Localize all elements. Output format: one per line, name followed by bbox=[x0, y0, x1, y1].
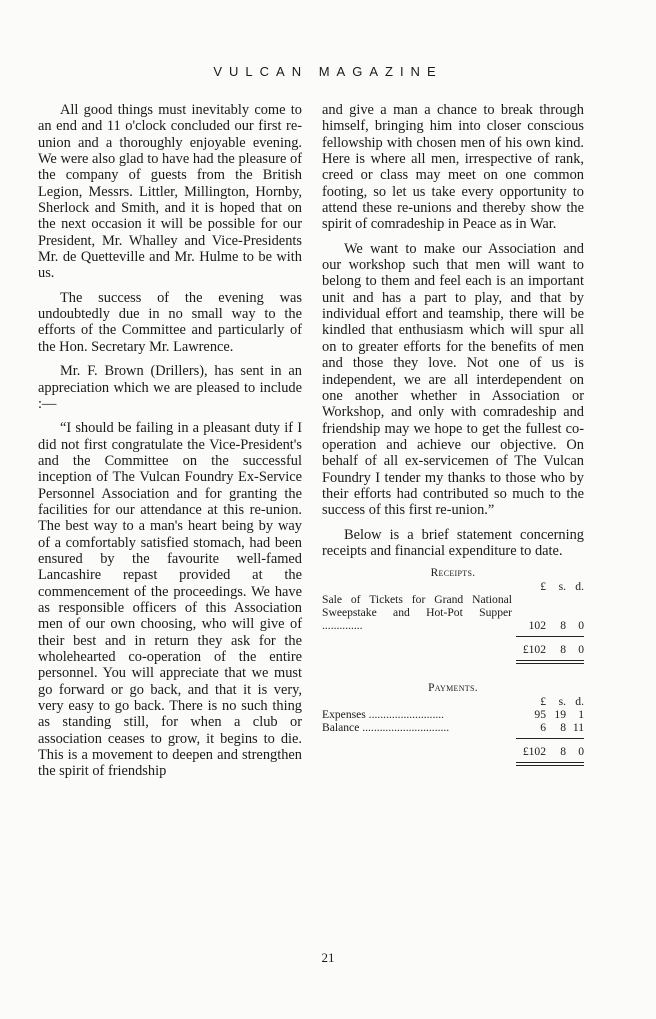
divider bbox=[322, 636, 584, 637]
page-number: 21 bbox=[321, 950, 335, 965]
receipts-heading: Receipts. bbox=[430, 567, 476, 580]
receipt-row bbox=[322, 593, 584, 632]
right-column bbox=[322, 102, 584, 766]
double-divider bbox=[322, 762, 584, 766]
payment-shillings: 19 bbox=[554, 708, 566, 722]
paragraph: All good things must inevitably come to an end and 11 o'clock concluded our first re-union and a thoroughly enjoyable evening. We were also glad to have had the pleasure of the company of guests from the British Legion, Messrs. Littler, Millington, Hornby, Sherlock and Smith, and it is hoped that on the next occasion it will be possible for our President, Mr. Whalley and Vice-Presidents Mr. de Quetteville and Mr. Hulme to be with us. bbox=[38, 102, 302, 282]
payment-pence: 11 bbox=[572, 721, 584, 735]
payment-description: Expenses .......................... bbox=[322, 708, 445, 722]
paragraph: We want to make our Association and our workshop such that men will want to belong to them and feel each is an important unit and has a part to play, and that by individual effort and teamship, there will be kindled that enthusiasm which will spur all on to greater efforts for the benefits of men and those they love. Not one of us is independent, we are all interdependent on one another whether in Association or Workshop, and only with comradeship and friendship may we hope to get the fullest co-operation and achieve our objective. On behalf of all ex-servicemen of The Vulcan Foundry I tender my thanks to those who by their efforts had contributed so much to the success of this first re-union.” bbox=[322, 240, 584, 519]
currency-header-row bbox=[322, 580, 584, 593]
payments-total-shillings: 8 bbox=[560, 745, 566, 759]
receipts-total-row bbox=[322, 643, 584, 656]
payment-shillings: 8 bbox=[560, 721, 566, 735]
double-divider bbox=[322, 660, 584, 664]
divider bbox=[322, 738, 584, 739]
shillings-header: s. bbox=[558, 695, 566, 709]
paragraph: The success of the evening was undoubtedly due in no small way to the efforts of the Committee and particularly of the Hon. Secretary Mr. Lawrence. bbox=[38, 289, 302, 355]
receipt-description: Sale of Tickets for Grand National Sweepstake and Hot-Pot Supper .............. bbox=[322, 593, 512, 633]
payments-total-row bbox=[322, 745, 584, 758]
page-header: VULCAN MAGAZINE bbox=[213, 64, 443, 79]
pounds-header: £ bbox=[540, 580, 546, 594]
paragraph: and give a man a chance to break through himself, bringing him into closer conscious fellowship with chosen men of his own kind. Here is where all men, irrespective of rank, creed or class may meet on one common footing, so let us take every opportunity to attend these re-unions and thereby show the spirit of comradeship in Peace as in War. bbox=[322, 102, 584, 233]
payment-pence: 1 bbox=[578, 708, 584, 722]
pence-header: d. bbox=[575, 695, 584, 709]
receipts-total-pence: 0 bbox=[578, 643, 584, 657]
paragraph: Below is a brief statement concerning receipts and financial expenditure to date. bbox=[322, 526, 584, 559]
paragraph: “I should be failing in a pleasant duty if I did not first congratulate the Vice-President's and the Committee on the successful inception of The Vulcan Foundry Ex-Service Personnel Association and for granting the facilities for our attendance at this re-union. The best way to a man's heart being by way of a comfortably satisfied stomach, had been ensured by the favourite well-famed Lancashire repast provided at the commencement of the proceedings. We have as responsible officers of this Association men of our own choosing, who will give of their best and in return they ask for the wholehearted co-operation of the entire personnel. You will appreciate that we must go forward or go back, and that it is very, very easy to go back. There is no such thing as standing still, for when a club or association ceases to grow, it begins to die. This is a movement to deepen and strengthen the spirit of friendship bbox=[38, 420, 302, 780]
payments-heading: Payments. bbox=[428, 682, 478, 695]
receipt-pence: 0 bbox=[578, 619, 584, 633]
payment-pounds: 95 bbox=[534, 708, 546, 722]
receipts-total-pounds: £102 bbox=[522, 643, 546, 657]
payment-description: Balance .............................. bbox=[322, 721, 450, 735]
receipts-total-shillings: 8 bbox=[560, 643, 566, 657]
receipt-shillings: 8 bbox=[560, 619, 566, 633]
payment-row bbox=[322, 721, 584, 734]
left-column bbox=[38, 102, 302, 788]
receipt-pounds: 102 bbox=[528, 619, 546, 633]
currency-header-row bbox=[322, 695, 584, 708]
payments-total-pounds: £102 bbox=[522, 745, 546, 759]
pounds-header: £ bbox=[540, 695, 546, 709]
pence-header: d. bbox=[575, 580, 584, 594]
paragraph: Mr. F. Brown (Drillers), has sent in an appreciation which we are pleased to include :— bbox=[38, 363, 302, 412]
shillings-header: s. bbox=[558, 580, 566, 594]
payment-row bbox=[322, 708, 584, 721]
payments-total-pence: 0 bbox=[578, 745, 584, 759]
payment-pounds: 6 bbox=[540, 721, 546, 735]
financial-statement bbox=[322, 567, 584, 766]
